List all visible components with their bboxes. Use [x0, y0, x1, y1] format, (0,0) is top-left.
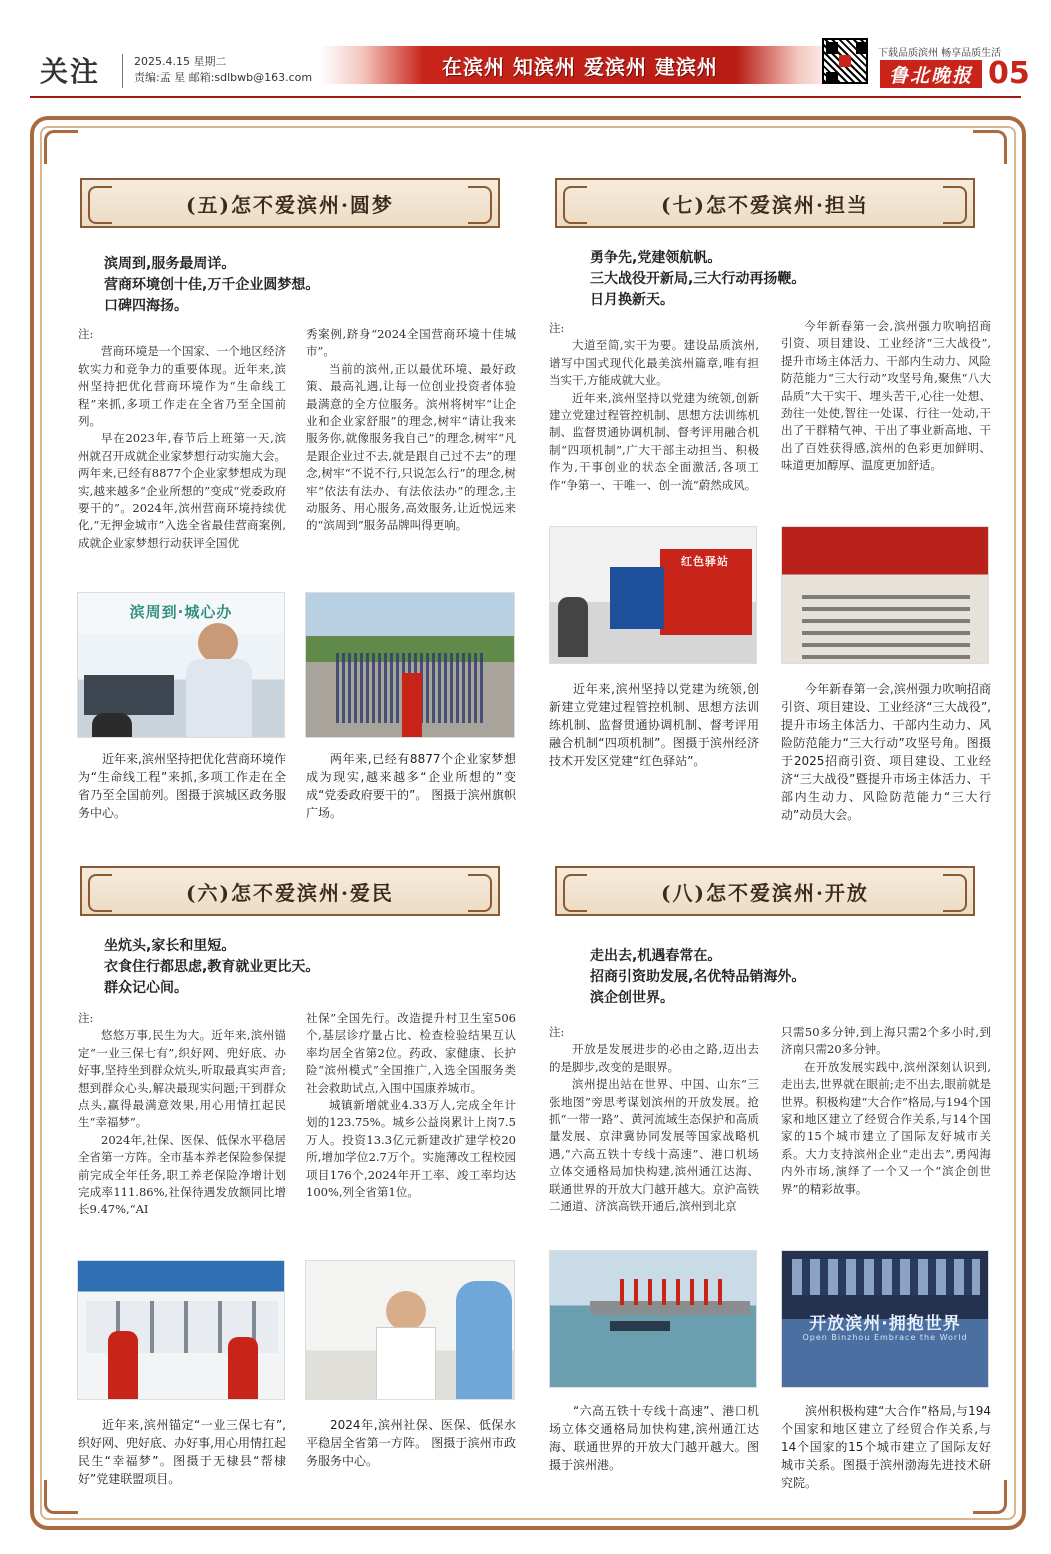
page-number: 05	[988, 56, 1030, 91]
article-column	[549, 320, 759, 516]
section-title: (六)怎不爱滨州·爱民	[186, 880, 394, 905]
section-title: (八)怎不爱滨州·开放	[661, 880, 869, 905]
qr-code-icon	[822, 38, 868, 84]
photo-sign-text: 滨周到·城心办	[129, 603, 233, 621]
paragraph: 滨州提出站在世界、中国、山东“三张地图”旁思考谋划滨州的开放发展。抢抓“一带一路”、黄河流域生态保护和高质量发展、京津冀协同发展等国家战略机遇,“六高五铁十专线十高速”、港口机场立体交通格局加快构建,滨州通江达海、联通世界的开放大门越开越大。京沪高铁二通道、济滨高铁开通后,滨州到北京	[549, 1077, 759, 1214]
section-banner-6	[80, 866, 500, 916]
section-title: (五)怎不爱滨州·圆梦	[186, 192, 394, 217]
lead-line: 日月换新天。	[590, 292, 674, 308]
paragraph: 城镇新增就业4.33万人,完成全年计划的123.75%。城乡公益岗累计上岗7.5万人。投资13.3亿元新建改扩建学校20所,增加学位2.7万个。实施薄改工程校园项目176个,2024年开工率、竣工率均达100%,列全省第1位。	[306, 1098, 516, 1200]
lead-line: 营商环境创十佳,万千企业圆梦想。	[104, 277, 320, 293]
photo-caption: 近年来,滨州锚定“一业三保七有”,织好网、兜好底、办好事,用心用情扛起民生“幸福梦”。图摄于无棣县“帮棣好”党建联盟项目。	[78, 1418, 286, 1486]
paragraph: 2024年,社保、医保、低保水平稳居全省第一方阵。全市基本养老保险参保提前完成全年任务,职工养老保险净增计划完成率111.86%,社保待遇发放额同比增长9.47%,“AI	[78, 1132, 286, 1217]
issue-meta	[134, 54, 312, 86]
photo-service-center	[77, 592, 285, 738]
note-label: 注:	[78, 327, 94, 341]
article-column	[78, 326, 286, 578]
paragraph: 近年来,滨州坚持以党建为统领,创新建立党建过程管控机制、思想方法训练机制、监督贯通协调机制、督考评用融合机制“四项机制”,广大干部主动担当、积极作为,干事创业的状态全面激活,各项工作“争第一、干唯一、创一流”蔚然成风。	[549, 390, 759, 492]
lead-line: 衣食住行都思虑,教育就业更比天。	[104, 959, 320, 975]
paragraph: 早在2023年,春节后上班第一天,滨州就召开成就企业家梦想行动实施大会。两年来,已经有8877个企业家梦想成为现实,越来越多“企业所想的”变成“党委政府要干的”。2024年,滨州营商环境持续优化,“无押金城市”入选全省最佳营商案例,成就企业家梦想行动获评全国优	[78, 431, 286, 550]
photo-caption: 两年来,已经有8877个企业家梦想成为现实,越来越多“企业所想的”变成“党委政府要干的”。 图摄于滨州旗帜广场。	[306, 752, 516, 820]
photo-caption: 2024年,滨州社保、医保、低保水平稳居全省第一方阵。 图摄于滨州市政务服务中心。	[306, 1418, 516, 1468]
note-label: 注:	[549, 321, 565, 335]
frame-corner-ornament	[44, 1480, 78, 1514]
section-label: 关注	[40, 55, 101, 88]
paragraph: 秀案例,跻身“2024全国营商环境十佳城市”。	[306, 327, 516, 359]
photo-caption: “六高五铁十专线十高速”、港口机场立体交通格局加快构建,滨州通江达海、联通世界的开放大门越开越大。图摄于滨州港。	[549, 1404, 759, 1472]
article-column	[306, 1010, 516, 1242]
page-header	[0, 0, 1051, 100]
paragraph: 今年新春第一会,滨州强力吹响招商引资、项目建设、工业经济“三大战役”,提升市场主体活力、干部内生动力、风险防范能力“三大行动”攻坚号角,聚焦“八大品质”大干实干、埋头苦干,心往一处想、劲往一处使,智往一处谋、行往一处动,干出了干群精气神、干出了事业新高地、干出了百姓获得感,滨州的色彩更加鲜明、味道更加醇厚、温度更加舒适。	[781, 319, 991, 473]
photo-flag-square	[305, 592, 515, 738]
newspaper-logo: 鲁北晚报	[880, 60, 982, 88]
slogan-banner	[320, 46, 840, 84]
note-label: 注:	[549, 1025, 565, 1039]
slogan-text: 在滨州 知滨州 爱滨州 建滨州	[442, 54, 718, 79]
lead-line: 勇争先,党建领航帆。	[590, 250, 722, 266]
photo-mobilization-meeting	[781, 526, 989, 664]
photo-caption: 近年来,滨州坚持以党建为统领,创新建立党建过程管控机制、思想方法训练机制、监督贯通协调机制、督考评用融合机制“四项机制”。图摄于滨州经济技术开发区党建“红色驿站”。	[549, 682, 759, 768]
photo-caption: 滨州积极构建“大合作”格局,与194个国家和地区建立了经贸合作关系,与14个国家的15个城市建立了国际友好城市关系。图摄于滨州渤海先进技术研究院。	[781, 1404, 991, 1490]
lead-line: 坐炕头,家长和里短。	[104, 938, 236, 954]
lead-line: 群众记心间。	[104, 980, 188, 996]
paragraph: 悠悠万事,民生为大。近年来,滨州锚定“一业三保七有”,织好网、兜好底、办好事,坚持坐到群众炕头,听取最真实声音;想到群众心头,解决最现实问题;干到群众点头,赢得最满意效果,用心用情扛起民生“幸福梦”。	[78, 1028, 286, 1130]
issue-date: 2025.4.15 星期二	[134, 55, 227, 68]
photo-service-hall	[77, 1260, 285, 1400]
download-text: 下载品质滨州 畅享品质生活	[878, 48, 1002, 59]
lead-line: 走出去,机遇春常在。	[590, 948, 722, 964]
paragraph: 只需50多分钟,到上海只需2个多小时,到济南只需20多分钟。	[781, 1025, 991, 1057]
photo-research-institute	[781, 1250, 989, 1388]
photo-service-window	[305, 1260, 515, 1400]
paragraph: 当前的滨州,正以最优环境、最好政策、最高礼遇,让每一位创业投资者体验最满意的全方位服务。滨州将树牢“让企业和企业家舒服”的理念,树牢“请让我来服务你,就像服务我自己”的理念,树牢“凡是跟企业过不去,就是跟自己过不去”的理念,树牢“不说不行,只说怎么行”的理念,树牢“依法有法办、有法依法办”的理念,主动服务、用心服务,高效服务,让近悦远来的“滨周到”服务品牌叫得更响。	[306, 361, 516, 533]
photo-sign-text: 红色驿站	[681, 555, 729, 568]
paragraph: 营商环境是一个国家、一个地区经济软实力和竞争力的重要体现。近年来,滨州坚持把优化营商环境作为“生命线工程”来抓,多项工作走在全省乃至全国前列。	[78, 344, 286, 429]
lead-line: 滨周到,服务最周详。	[104, 256, 236, 272]
photo-sign-subtext: Open Binzhou Embrace the World	[802, 1333, 968, 1342]
photo-red-station	[549, 526, 757, 664]
photo-binzhou-port	[549, 1250, 757, 1388]
section-banner-7	[555, 178, 975, 228]
article-column	[306, 326, 516, 578]
section-lead	[590, 946, 805, 1009]
article-column	[781, 1024, 991, 1234]
note-label: 注:	[78, 1011, 94, 1025]
paragraph: 社保”全国先行。改造提升村卫生室506个,基层诊疗量占比、检查检验结果互认率均居全省第2位。药政、家健康、长护险“滨州模式”全国推广,入选全国服务类社会救助试点,入围中国康养城市。	[306, 1011, 516, 1095]
editor-line: 责编:孟 星 邮箱:sdlbwb@163.com	[134, 71, 313, 84]
paragraph: 大道至简,实干为要。建设品质滨州,谱写中国式现代化最美滨州篇章,唯有担当实干,方能成就大业。	[549, 338, 759, 388]
section-banner-5	[80, 178, 500, 228]
photo-sign-text: 开放滨州·拥抱世界	[809, 1314, 961, 1334]
section-lead	[104, 254, 319, 317]
lead-line: 三大战役开新局,三大行动再扬鞭。	[590, 271, 806, 287]
section-lead	[590, 248, 805, 311]
photo-caption: 近年来,滨州坚持把优化营商环境作为“生命线工程”来抓,多项工作走在全省乃至全国前列。图摄于滨城区政务服务中心。	[78, 752, 286, 820]
frame-corner-ornament	[973, 130, 1007, 164]
section-title: (七)怎不爱滨州·担当	[661, 192, 869, 217]
section-lead	[104, 936, 319, 999]
lead-line: 口碑四海扬。	[104, 298, 188, 314]
photo-caption: 今年新春第一会,滨州强力吹响招商引资、项目建设、工业经济“三大战役”,提升市场主体活力、干部内生动力、风险防范能力“三大行动”攻坚号角。图摄于2025招商引资、项目建设、工业经济“三大战役”暨提升市场主体活力、干部内生动力、风险防范能力“三大行动”动员大会。	[781, 682, 991, 822]
article-column	[781, 318, 991, 514]
paragraph: 开放是发展进步的必由之路,迈出去的是脚步,改变的是眼界。	[549, 1042, 759, 1074]
section-banner-8	[555, 866, 975, 916]
divider	[122, 54, 123, 88]
lead-line: 招商引资助发展,名优特品销海外。	[590, 969, 806, 985]
article-column	[549, 1024, 759, 1234]
header-rule	[30, 96, 1021, 98]
article-column	[78, 1010, 286, 1242]
paragraph: 在开放发展实践中,滨州深刻认识到,走出去,世界就在眼前;走不出去,眼前就是世界。积极构建“大合作”格局,与194个国家和地区建立了经贸合作关系,与14个国家的15个城市建立了国际友好城市关系。大力支持滨州企业“走出去”,勇闯海内外市场,演绎了一个又一个“滨企创世界”的精彩故事。	[781, 1059, 991, 1196]
lead-line: 滨企创世界。	[590, 990, 674, 1006]
frame-corner-ornament	[44, 130, 78, 164]
